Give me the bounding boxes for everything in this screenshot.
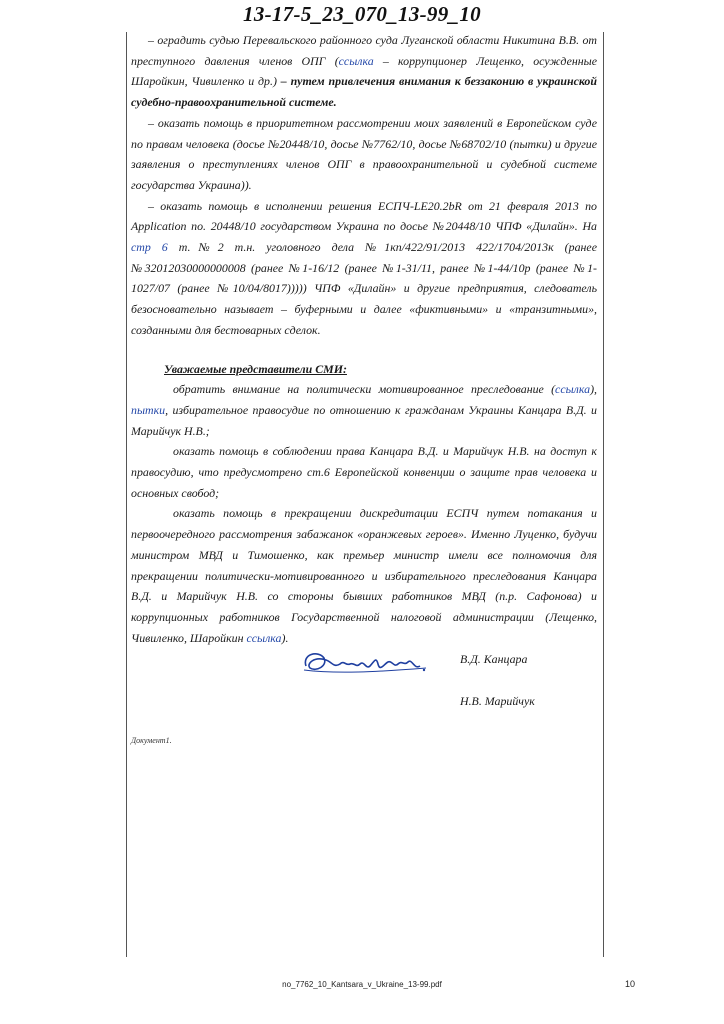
footer-filename: no_7762_10_Kantsara_v_Ukraine_13-99.pdf xyxy=(282,980,442,989)
page-6-link[interactable]: стр 6 xyxy=(131,240,168,255)
media-salutation: Уважаемые представители СМИ: xyxy=(164,361,347,376)
torture-link[interactable]: пытки xyxy=(131,402,166,417)
page-number: 10 xyxy=(625,979,636,989)
left-margin-line xyxy=(126,32,127,957)
reference-link[interactable]: ссылка xyxy=(246,630,282,645)
item-political-persecution: обратить внимание на политически мотивированное преследование (ссылка), пытки, избирательное правосудие по отношению к гражданам Украины Канцара В.Д. и Марийчук Н.В.; xyxy=(131,382,597,438)
reference-link[interactable]: ссылка xyxy=(555,382,591,397)
document-title: 13-17-5_23_070_13-99_10 xyxy=(243,2,481,26)
item-echr-discreditation: оказать помощь в прекращении дискредитации ЕСПЧ путем потакания и первоочередного рассмотрения забажанок «оранжевых героев». Именно Луценко, будучи министром МВД и Тимошенко, как премьер министр имели все полномочия для прекращении политически-мотивированного и избирательного преследования Канцара В.Д. и Марийчук Н.В. со стороны бывших работников МВД (п.р. Сафонова) и коррупционных работников Государственной налоговой администрации (Лещенко, Чивиленко, Шаройкин ссылка). xyxy=(131,506,597,645)
handwritten-signature xyxy=(296,644,436,680)
document-body xyxy=(131,30,597,648)
reference-link[interactable]: ссылка xyxy=(338,53,374,68)
item-access-to-justice: оказать помощь в соблюдении права Канцара В.Д. и Марийчук Н.В. на доступ к правосудию, что предусмотрено ст.6 Европейской конвенции о защите прав человека и основных свобод; xyxy=(131,444,597,500)
signature-block xyxy=(126,640,604,720)
document-label: Документ1. xyxy=(131,736,172,745)
paragraph-echr-priority: – оказать помощь в приоритетном рассмотрении моих заявлений в Европейском суде по правам человека (досье №20448/10, досье №7762/10, досье №68702/10 (пытки) и другие заявления о преступлениях членов ОПГ в правоохранительной и судебной системе государства Украина)). xyxy=(131,115,597,192)
signatory-name-1: В.Д. Канцара xyxy=(460,652,528,666)
signatory-name-2: Н.В. Марийчук xyxy=(460,694,535,708)
paragraph-protect-judge: – оградить судью Перевальского районного суда Луганской области Никитина В.В. от преступного давления членов ОПГ (ссылка – коррупционер Лещенко, осужденные Шаройкин, Чивиленко и др.) – путем привлечения внимания к беззаконию в украинской судебно-правоохранительной системе. xyxy=(131,33,597,110)
right-margin-line xyxy=(603,32,604,957)
paragraph-echr-decision: – оказать помощь в исполнении решения ЕСПЧ-LE20.2bR от 21 февраля 2013 по Application no. 20448/10 государством Украина по досье №20448/10 ЧПФ «Дилайн». На стр 6 т.№2 т.н. уголовного дела №1кп/422/91/2013 422/1704/2013к (ранее №32012030000000008 (ранее №1-16/12 (ранее №1-31/11, ранее №1-44/10р (ранее №1-1027/07 (ранее №10/04/8017))))) ЧПФ «Дилайн» и другие предприятия, следователь безосновательно называет – буферными и далее «фиктивными» и «транзитными», созданными для бестоварных сделок. xyxy=(131,198,597,337)
